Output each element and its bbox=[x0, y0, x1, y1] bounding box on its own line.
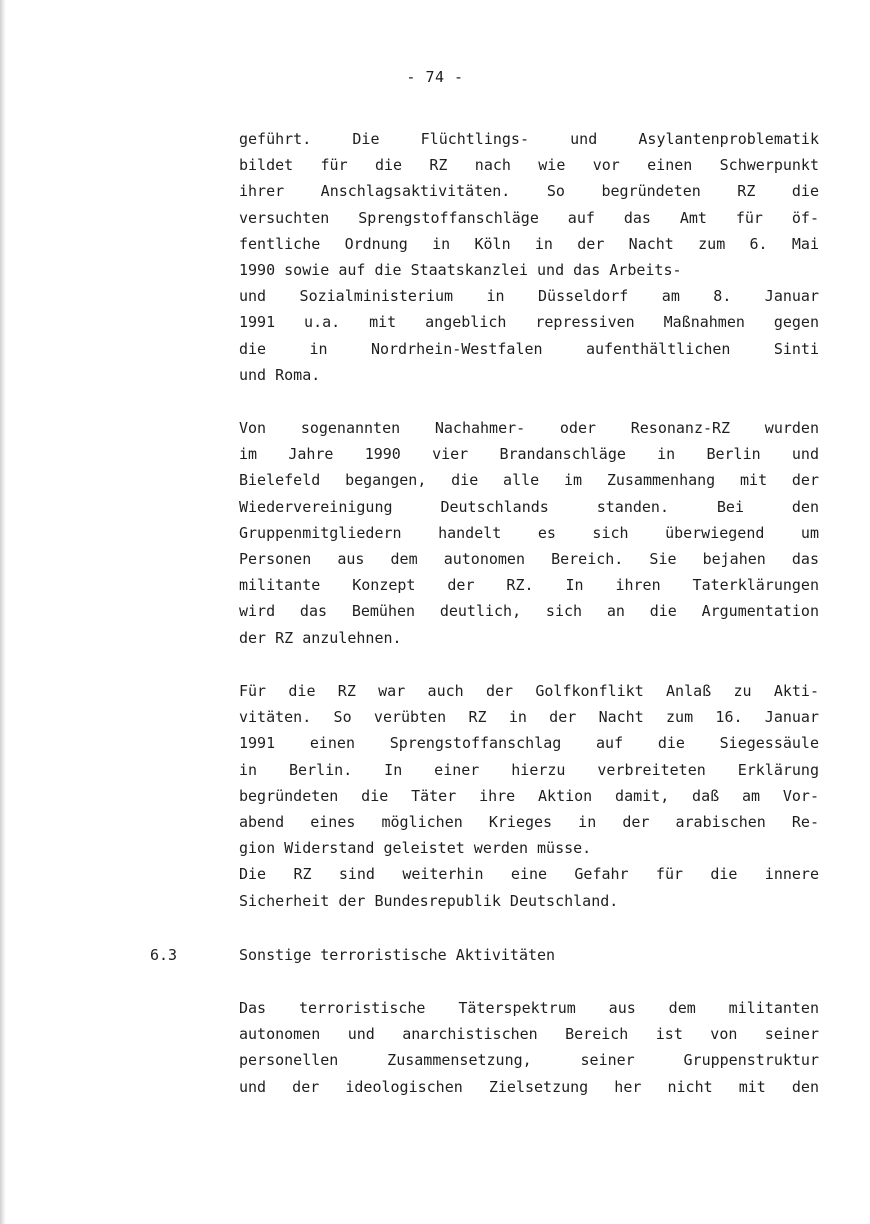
text-line: begründeten die Täter ihre Aktion damit, daß am Vor- bbox=[239, 786, 819, 805]
page-number: - 74 - bbox=[406, 68, 464, 86]
text-line: und Roma. bbox=[239, 365, 321, 384]
text-line: der RZ anzulehnen. bbox=[239, 628, 402, 647]
paragraph-1 bbox=[239, 126, 819, 388]
section-title: Sonstige terroristische Aktivitäten bbox=[239, 946, 556, 964]
text-line: 1991 einen Sprengstoffanschlag auf die Siegessäule bbox=[239, 734, 819, 753]
text-line: und der ideologischen Zielsetzung her nicht mit den bbox=[239, 1077, 819, 1096]
text-line: 1990 sowie auf die Staatskanzlei und das Arbeits- bbox=[239, 261, 682, 280]
text-line: in Berlin. In einer hierzu verbreiteten Erklärung bbox=[239, 760, 819, 779]
paragraph-2 bbox=[239, 415, 819, 651]
text-line: Die RZ sind weiterhin eine Gefahr für die innere bbox=[239, 865, 819, 884]
text-line: Bielefeld begangen, die alle im Zusammenhang mit der bbox=[239, 471, 819, 490]
text-line: Von sogenannten Nachahmer- oder Resonanz-RZ wurden bbox=[239, 419, 819, 437]
text-line: ihrer Anschlagsaktivitäten. So begründeten RZ die bbox=[239, 182, 819, 201]
text-line: 1991 u.a. mit angeblich repressiven Maßnahmen gegen bbox=[239, 313, 819, 332]
page-edge-shadow bbox=[0, 0, 6, 1224]
text-line: militante Konzept der RZ. In ihren Taterklärungen bbox=[239, 576, 819, 595]
text-line: Das terroristische Täterspektrum aus dem militanten bbox=[239, 999, 819, 1017]
text-line: bildet für die RZ nach wie vor einen Schwerpunkt bbox=[239, 156, 819, 175]
text-line: die in Nordrhein-Westfalen aufenthältlichen Sinti bbox=[239, 339, 819, 358]
text-line: im Jahre 1990 vier Brandanschläge in Berlin und bbox=[239, 445, 819, 464]
text-line: versuchten Sprengstoffanschläge auf das Amt für öf- bbox=[239, 208, 819, 227]
text-line: personellen Zusammensetzung, seiner Gruppenstruktur bbox=[239, 1051, 819, 1070]
text-line: vitäten. So verübten RZ in der Nacht zum 16. Januar bbox=[239, 708, 819, 727]
text-line: autonomen und anarchistischen Bereich ist von seiner bbox=[239, 1025, 819, 1044]
text-line: wird das Bemühen deutlich, sich an die Argumentation bbox=[239, 602, 819, 621]
text-line: Wiedervereinigung Deutschlands standen. Bei den bbox=[239, 497, 819, 516]
text-line: Sicherheit der Bundesrepublik Deutschland. bbox=[239, 891, 619, 910]
text-line: gion Widerstand geleistet werden müsse. bbox=[239, 839, 592, 858]
text-line: Personen aus dem autonomen Bereich. Sie bejahen das bbox=[239, 550, 819, 569]
text-line: geführt. Die Flüchtlings- und Asylantenproblematik bbox=[239, 130, 819, 148]
text-line: fentliche Ordnung in Köln in der Nacht zum 6. Mai bbox=[239, 234, 819, 253]
text-line: und Sozialministerium in Düsseldorf am 8. Januar bbox=[239, 287, 819, 306]
paragraph-3 bbox=[239, 678, 819, 914]
text-line: Gruppenmitgliedern handelt es sich überwiegend um bbox=[239, 523, 819, 542]
text-line: abend eines möglichen Krieges in der arabischen Re- bbox=[239, 813, 819, 832]
paragraph-4 bbox=[239, 995, 819, 1100]
text-line: Für die RZ war auch der Golfkonflikt Anlaß zu Akti- bbox=[239, 682, 819, 700]
section-number: 6.3 bbox=[150, 946, 178, 964]
